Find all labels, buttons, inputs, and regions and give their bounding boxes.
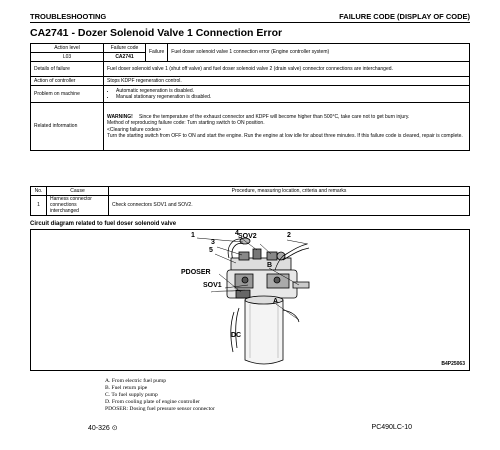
label-dc: DC — [231, 332, 242, 339]
cause-header-no: No. — [31, 187, 47, 196]
circuit-title: Circuit diagram related to fuel doser solenoid valve — [30, 221, 177, 227]
failure-code-value: CA2741 — [104, 53, 146, 62]
related-label: Related information — [31, 103, 104, 151]
failure-text: Fuel doser solenoid valve 1 connection error (Engine controller system) — [168, 44, 470, 62]
label-pdoser: PDOSER — [181, 269, 211, 276]
header-subsection: FAILURE CODE (DISPLAY OF CODE) — [339, 12, 470, 21]
table-row — [31, 196, 470, 216]
label-2: 2 — [287, 232, 291, 239]
cause-header-cause: Cause — [47, 187, 109, 196]
cause-no: 1 — [31, 196, 47, 216]
model-number: PC490LC-10 — [371, 424, 412, 431]
problem-list — [104, 86, 470, 103]
label-5: 5 — [209, 247, 213, 254]
legend-item: PDOSER: Dosing fuel pressure sensor connector — [105, 406, 215, 412]
figure-code: B4P25063 — [441, 361, 465, 367]
failure-code-label: Failure code — [104, 44, 146, 53]
details-label: Details of failure — [31, 62, 104, 77]
problem-label: Problem on machine — [31, 86, 104, 103]
page-title: CA2741 - Dozer Solenoid Valve 1 Connection Error — [30, 27, 283, 39]
warning-label: WARNING! — [107, 114, 133, 121]
legend-item: B. Fuel return pipe — [105, 385, 148, 391]
label-1: 1 — [191, 232, 195, 239]
clearing-detail: Turn the starting switch from OFF to ON and start the engine. Run the engine at low idle for about three minutes. If this failure code is cleared, repair is complete. — [107, 132, 463, 139]
label-a: A — [273, 298, 279, 305]
label-4: 4 — [235, 230, 239, 237]
label-b: B — [267, 262, 273, 269]
legend-item: D. From cooling plate of engine controller — [105, 399, 200, 405]
legend-item: C. To fuel supply pump — [105, 392, 158, 398]
header-section: TROUBLESHOOTING — [30, 12, 107, 21]
circuit-diagram — [30, 229, 470, 371]
action-text: Stops KDPF regeneration control. — [104, 77, 470, 86]
cause-table — [30, 186, 470, 216]
label-3: 3 — [211, 239, 215, 246]
failure-info-table — [30, 43, 470, 151]
diagram-legend — [105, 378, 215, 413]
action-level-value: L03 — [31, 53, 104, 62]
cause-header-procedure: Procedure, measuring location, criteria and remarks — [109, 187, 470, 196]
action-level-label: Action level — [31, 44, 104, 53]
warning-text: Since the temperature of the exhaust connector and KDPF will become higher than 500°C, take care not to get burn injury. — [139, 114, 410, 121]
page-header — [30, 11, 470, 23]
failure-label: Failure — [146, 44, 168, 62]
problem-item: • Manual stationary regeneration is disabled. — [116, 94, 466, 100]
details-text: Fuel doser solenoid valve 1 (shut off valve) and fuel doser solenoid valve 2 (drain valve) connector connections are interchanged. — [104, 62, 470, 77]
related-info — [104, 103, 470, 151]
label-sov2: SOV2 — [238, 233, 257, 240]
method-text: Method of reproducing failure code: Turn starting switch to ON position. — [107, 120, 265, 127]
legend-item: A. From electric fuel pump — [105, 378, 167, 384]
problem-item: • Automatic regeneration is disabled. — [116, 88, 466, 94]
cause-text: Harness connector connections interchanged — [47, 196, 109, 216]
label-sov1: SOV1 — [203, 282, 222, 289]
action-label: Action of controller — [31, 77, 104, 86]
clearing-heading: <Clearing failure codes> — [107, 126, 162, 133]
cause-procedure: Check connectors SOV1 and SOV2. — [109, 196, 470, 216]
solenoid-valve-illustration — [31, 230, 471, 372]
page-number: 40-326 ⊙ — [88, 425, 118, 432]
